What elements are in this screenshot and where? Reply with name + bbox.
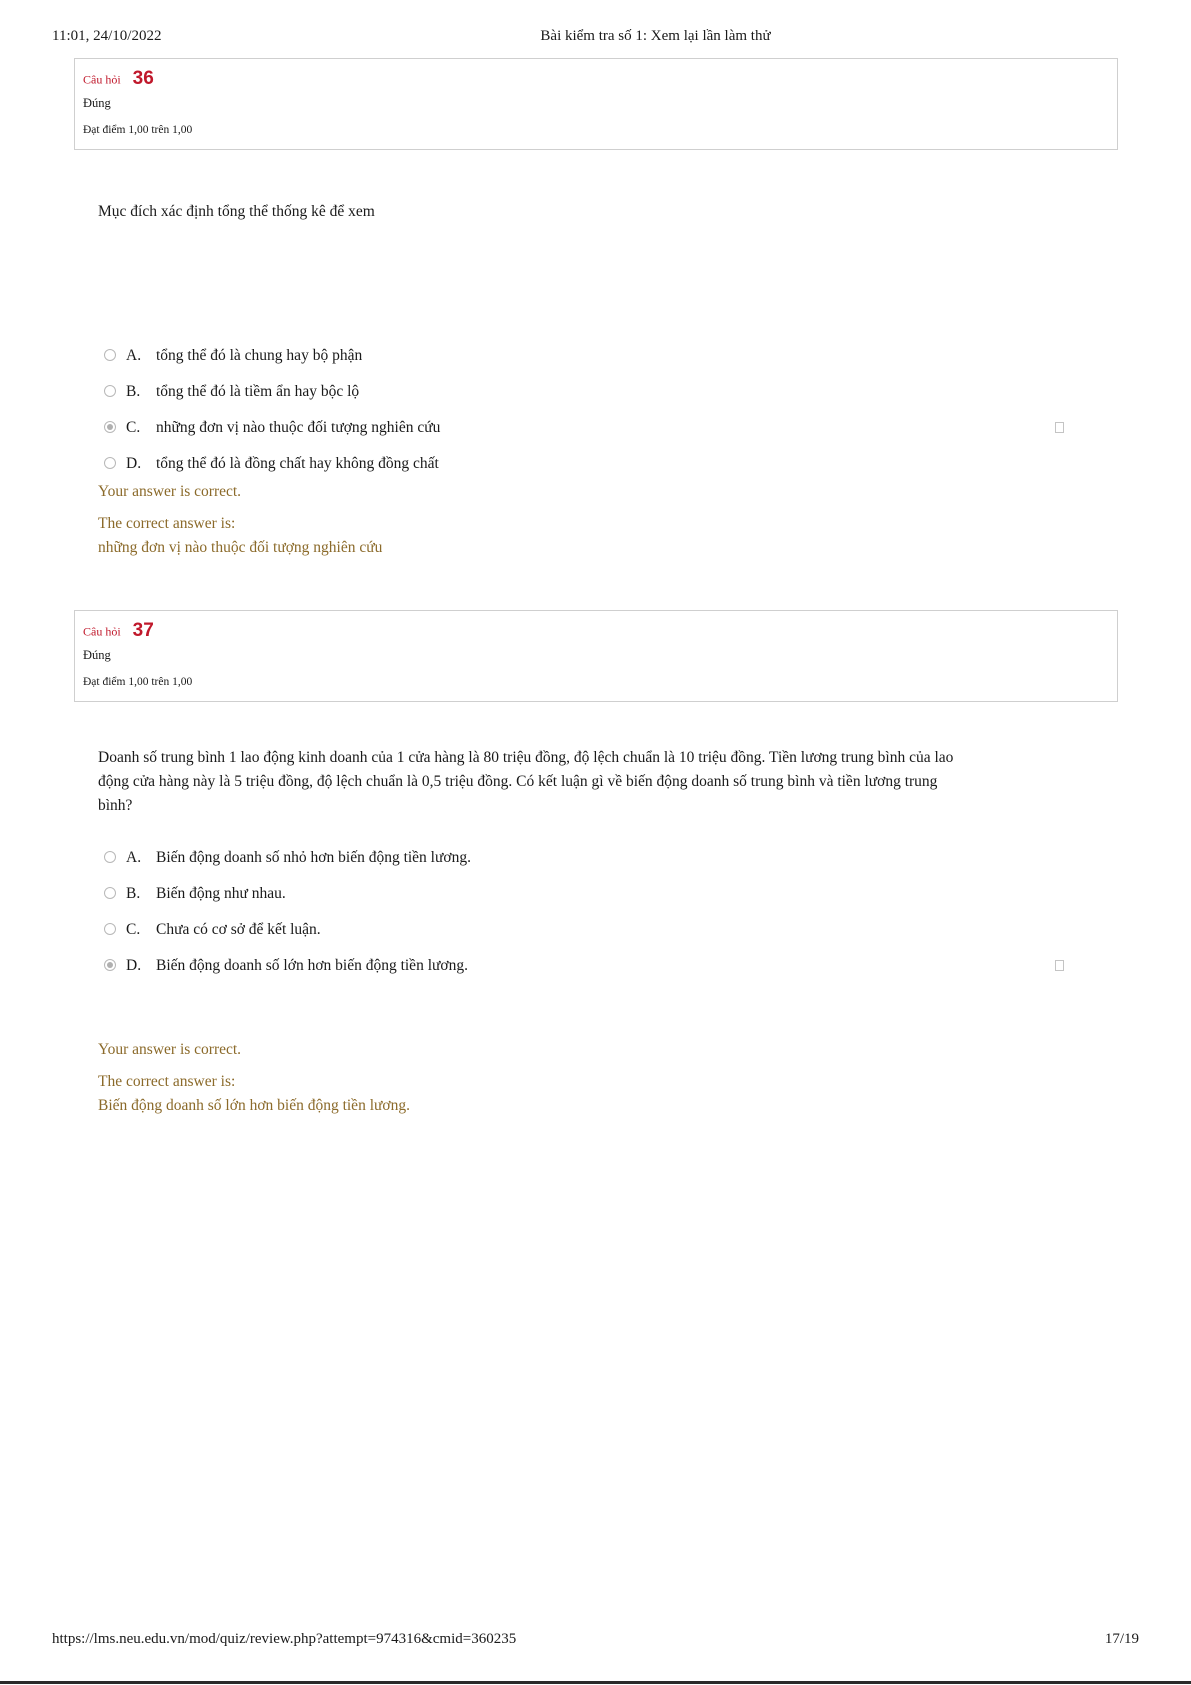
- option-letter: C.: [126, 921, 141, 938]
- answer-list: [104, 338, 1064, 482]
- print-datetime: 11:01, 24/10/2022: [52, 28, 162, 44]
- option-text: tổng thể đó là chung hay bộ phận: [156, 347, 363, 364]
- question-info-box: [74, 610, 1118, 702]
- correct-answer-text: những đơn vị nào thuộc đối tượng nghiên cứu: [98, 539, 383, 556]
- option-letter: B.: [126, 383, 141, 400]
- question-state: Đúng: [83, 648, 111, 662]
- option-letter: B.: [126, 885, 141, 902]
- answer-option-d[interactable]: [104, 948, 1064, 984]
- question-grade: Đạt điểm 1,00 trên 1,00: [83, 676, 193, 688]
- question-label: Câu hỏi: [83, 624, 121, 639]
- question-label: Câu hỏi: [83, 72, 121, 87]
- bottom-divider: [0, 1681, 1191, 1684]
- radio-button[interactable]: [104, 349, 116, 361]
- question-37: [74, 610, 1118, 1114]
- question-text-line: động cửa hàng này là 5 triệu đồng, độ lệch chuẩn là 0,5 triệu đồng. Có kết luận gì về biến động doanh số trung bình và tiền lương trung: [98, 773, 938, 790]
- question-text-line: Doanh số trung bình 1 lao động kinh doanh của 1 cửa hàng là 80 triệu đồng, độ lệch chuẩn là 10 triệu đồng. Tiền lương trung bình của lao: [98, 749, 954, 766]
- option-text: Chưa có cơ sở để kết luận.: [156, 921, 321, 938]
- answer-option-a[interactable]: [104, 840, 1064, 876]
- radio-button[interactable]: [104, 887, 116, 899]
- option-letter: A.: [126, 849, 142, 866]
- radio-button[interactable]: [104, 385, 116, 397]
- radio-button[interactable]: [104, 457, 116, 469]
- option-letter: A.: [126, 347, 142, 364]
- correct-answer-label: The correct answer is:: [98, 515, 236, 532]
- question-feedback: [98, 480, 998, 560]
- page-number: 17/19: [1104, 1631, 1139, 1647]
- option-letter: D.: [126, 957, 142, 974]
- option-text: Biến động doanh số nhỏ hơn biến động tiền lương.: [156, 849, 471, 866]
- radio-button-selected[interactable]: [104, 421, 116, 433]
- option-letter: C.: [126, 419, 141, 436]
- question-text: Mục đích xác định tổng thể thống kê để xem: [98, 203, 375, 220]
- option-text: tổng thể đó là tiềm ẩn hay bộc lộ: [156, 383, 360, 400]
- radio-button[interactable]: [104, 851, 116, 863]
- answer-option-d[interactable]: [104, 446, 1064, 482]
- answer-option-c[interactable]: [104, 912, 1064, 948]
- correct-answer-label: The correct answer is:: [98, 1073, 236, 1090]
- radio-button-selected[interactable]: [104, 959, 116, 971]
- correct-mark-icon: [1055, 422, 1064, 433]
- question-state: Đúng: [83, 96, 111, 110]
- print-footer: [52, 1631, 1139, 1653]
- question-grade: Đạt điểm 1,00 trên 1,00: [83, 124, 193, 136]
- option-text: Biến động như nhau.: [156, 885, 286, 902]
- page-url: https://lms.neu.edu.vn/mod/quiz/review.php?attempt=974316&cmid=360235: [52, 1631, 517, 1647]
- document-title: Bài kiểm tra số 1: Xem lại lần làm thử: [540, 28, 771, 44]
- answer-option-a[interactable]: [104, 338, 1064, 374]
- answer-option-c[interactable]: [104, 410, 1064, 446]
- question-number: 36: [132, 68, 154, 90]
- answer-option-b[interactable]: [104, 374, 1064, 410]
- feedback-message: Your answer is correct.: [98, 483, 242, 500]
- print-header: [52, 28, 1139, 50]
- question-number: 37: [132, 620, 154, 642]
- correct-mark-icon: [1055, 960, 1064, 971]
- question-info-box: [74, 58, 1118, 150]
- correct-answer-text: Biến động doanh số lớn hơn biến động tiền lương.: [98, 1097, 410, 1114]
- question-36: [74, 58, 1118, 556]
- option-text: Biến động doanh số lớn hơn biến động tiền lương.: [156, 957, 468, 974]
- question-feedback: [98, 1038, 998, 1118]
- option-text: những đơn vị nào thuộc đối tượng nghiên cứu: [156, 419, 441, 436]
- option-text: tổng thể đó là đồng chất hay không đồng chất: [156, 455, 439, 472]
- question-text-line: bình?: [98, 797, 133, 814]
- answer-list: [104, 840, 1064, 984]
- question-text: [98, 746, 998, 818]
- radio-button[interactable]: [104, 923, 116, 935]
- feedback-message: Your answer is correct.: [98, 1041, 242, 1058]
- option-letter: D.: [126, 455, 142, 472]
- answer-option-b[interactable]: [104, 876, 1064, 912]
